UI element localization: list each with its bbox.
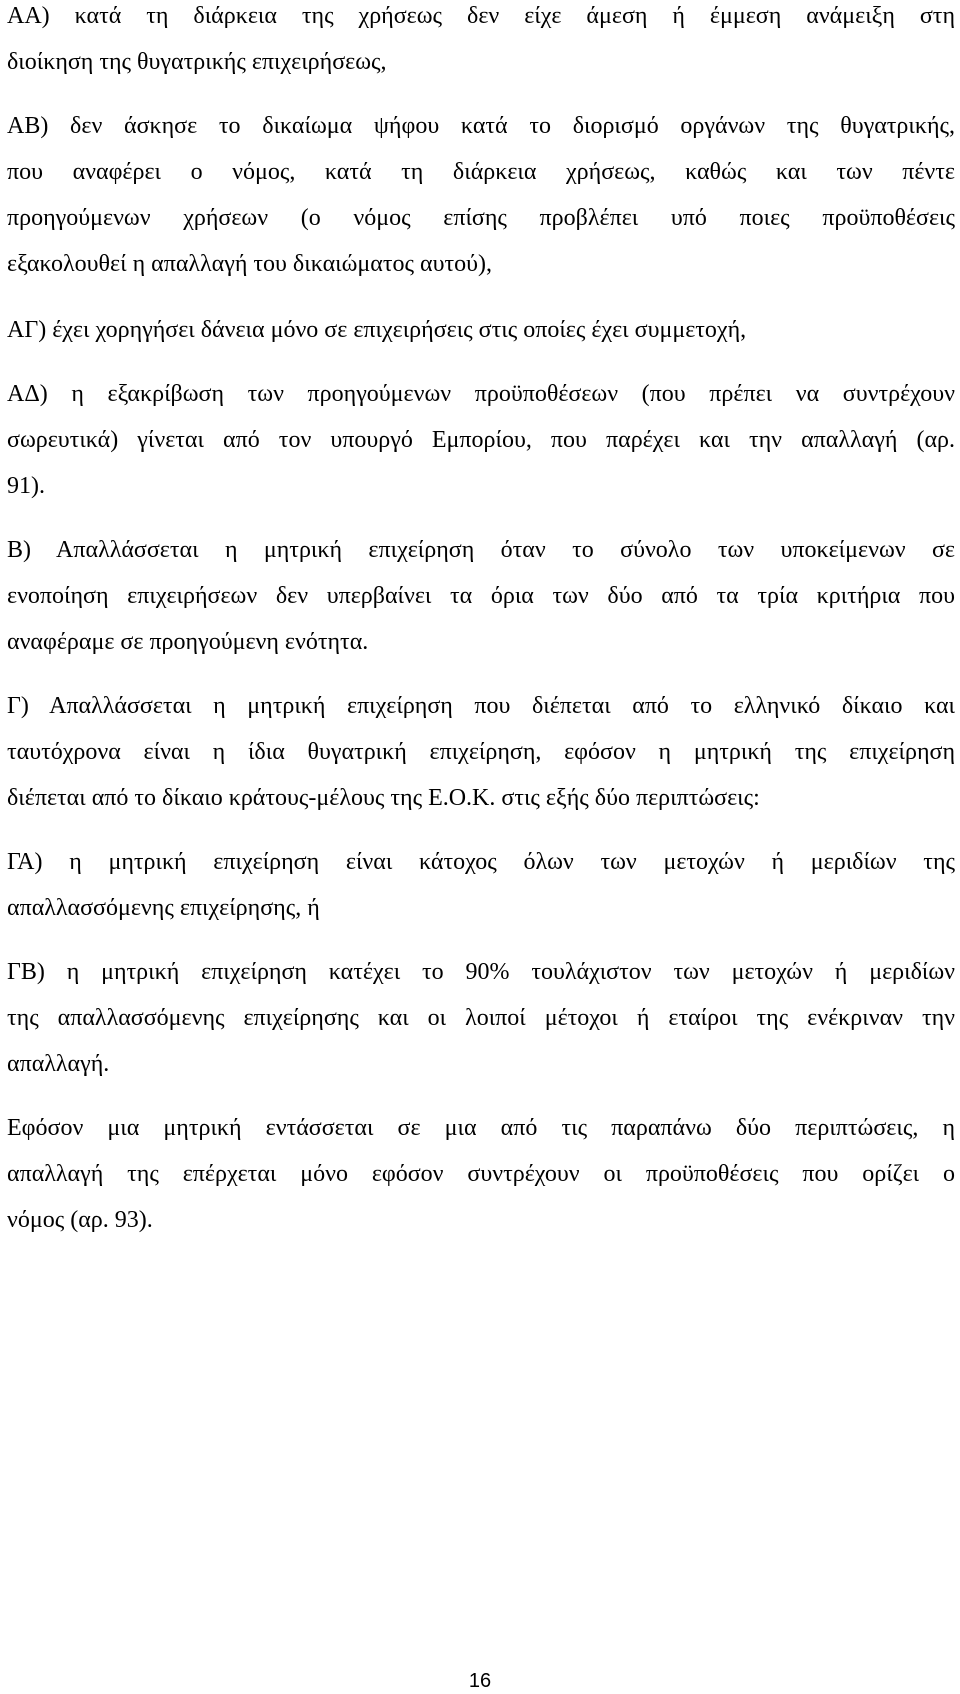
paragraph-ab-line-4: εξακολουθεί η απαλλαγή του δικαιώματος αυτού), (7, 251, 492, 277)
paragraph-ad-line-1: ΑΔ) η εξακρίβωση των προηγούμενων προϋποθέσεων (που πρέπει να συντρέχουν (7, 381, 955, 407)
paragraph-final-line-3: νόμος (αρ. 93). (7, 1207, 153, 1233)
paragraph-gb-line-2: της απαλλασσόμενης επιχείρησης και οι λοιποί μέτοχοι ή εταίροι της ενέκριναν την (7, 1005, 955, 1031)
paragraph-ab-line-3: προηγούμενων χρήσεων (ο νόμος επίσης προβλέπει υπό ποιες προϋποθέσεις (7, 205, 955, 231)
paragraph-gb-line-3: απαλλαγή. (7, 1051, 110, 1077)
paragraph-b-line-3: αναφέραμε σε προηγούμενη ενότητα. (7, 629, 369, 655)
paragraph-ad-line-3: 91). (7, 473, 45, 499)
paragraph-ad-line-2: σωρευτικά) γίνεται από τον υπουργό Εμπορίου, που παρέχει και την απαλλαγή (αρ. (7, 427, 955, 453)
paragraph-g-line-2: ταυτόχρονα είναι η ίδια θυγατρική επιχείρηση, εφόσον η μητρική της επιχείρηση (7, 739, 955, 765)
paragraph-gb-line-1: ΓΒ) η μητρική επιχείρηση κατέχει το 90% τουλάχιστον των μετοχών ή μεριδίων (7, 959, 955, 985)
paragraph-aa-line-2: διοίκηση της θυγατρικής επιχειρήσεως, (7, 49, 387, 75)
paragraph-ab-line-1: ΑΒ) δεν άσκησε το δικαίωμα ψήφου κατά το διορισμό οργάνων της θυγατρικής, (7, 113, 955, 139)
paragraph-b-line-1: Β) Απαλλάσσεται η μητρική επιχείρηση όταν το σύνολο των υποκείμενων σε (7, 537, 955, 563)
paragraph-ga-line-2: απαλλασσόμενης επιχείρησης, ή (7, 895, 320, 921)
paragraph-ga-line-1: ΓΑ) η μητρική επιχείρηση είναι κάτοχος όλων των μετοχών ή μεριδίων της (7, 849, 955, 875)
paragraph-final-line-2: απαλλαγή της επέρχεται μόνο εφόσον συντρέχουν οι προϋποθέσεις που ορίζει ο (7, 1161, 955, 1187)
paragraph-ab-line-2: που αναφέρει ο νόμος, κατά τη διάρκεια χρήσεως, καθώς και των πέντε (7, 159, 955, 185)
paragraph-final-line-1: Εφόσον μια μητρική εντάσσεται σε μια από τις παραπάνω δύο περιπτώσεις, η (7, 1115, 955, 1141)
page-number: 16 (468, 1670, 492, 1692)
paragraph-b-line-2: ενοποίηση επιχειρήσεων δεν υπερβαίνει τα όρια των δύο από τα τρία κριτήρια που (7, 583, 955, 609)
paragraph-g-line-3: διέπεται από το δίκαιο κράτους-μέλους της Ε.Ο.Κ. στις εξής δύο περιπτώσεις: (7, 785, 760, 811)
paragraph-g-line-1: Γ) Απαλλάσσεται η μητρική επιχείρηση που διέπεται από το ελληνικό δίκαιο και (7, 693, 955, 719)
paragraph-aa-line-1: ΑΑ) κατά τη διάρκεια της χρήσεως δεν είχε άμεση ή έμμεση ανάμειξη στη (7, 3, 955, 29)
paragraph-ag-line-1: ΑΓ) έχει χορηγήσει δάνεια μόνο σε επιχειρήσεις στις οποίες έχει συμμετοχή, (7, 317, 747, 343)
